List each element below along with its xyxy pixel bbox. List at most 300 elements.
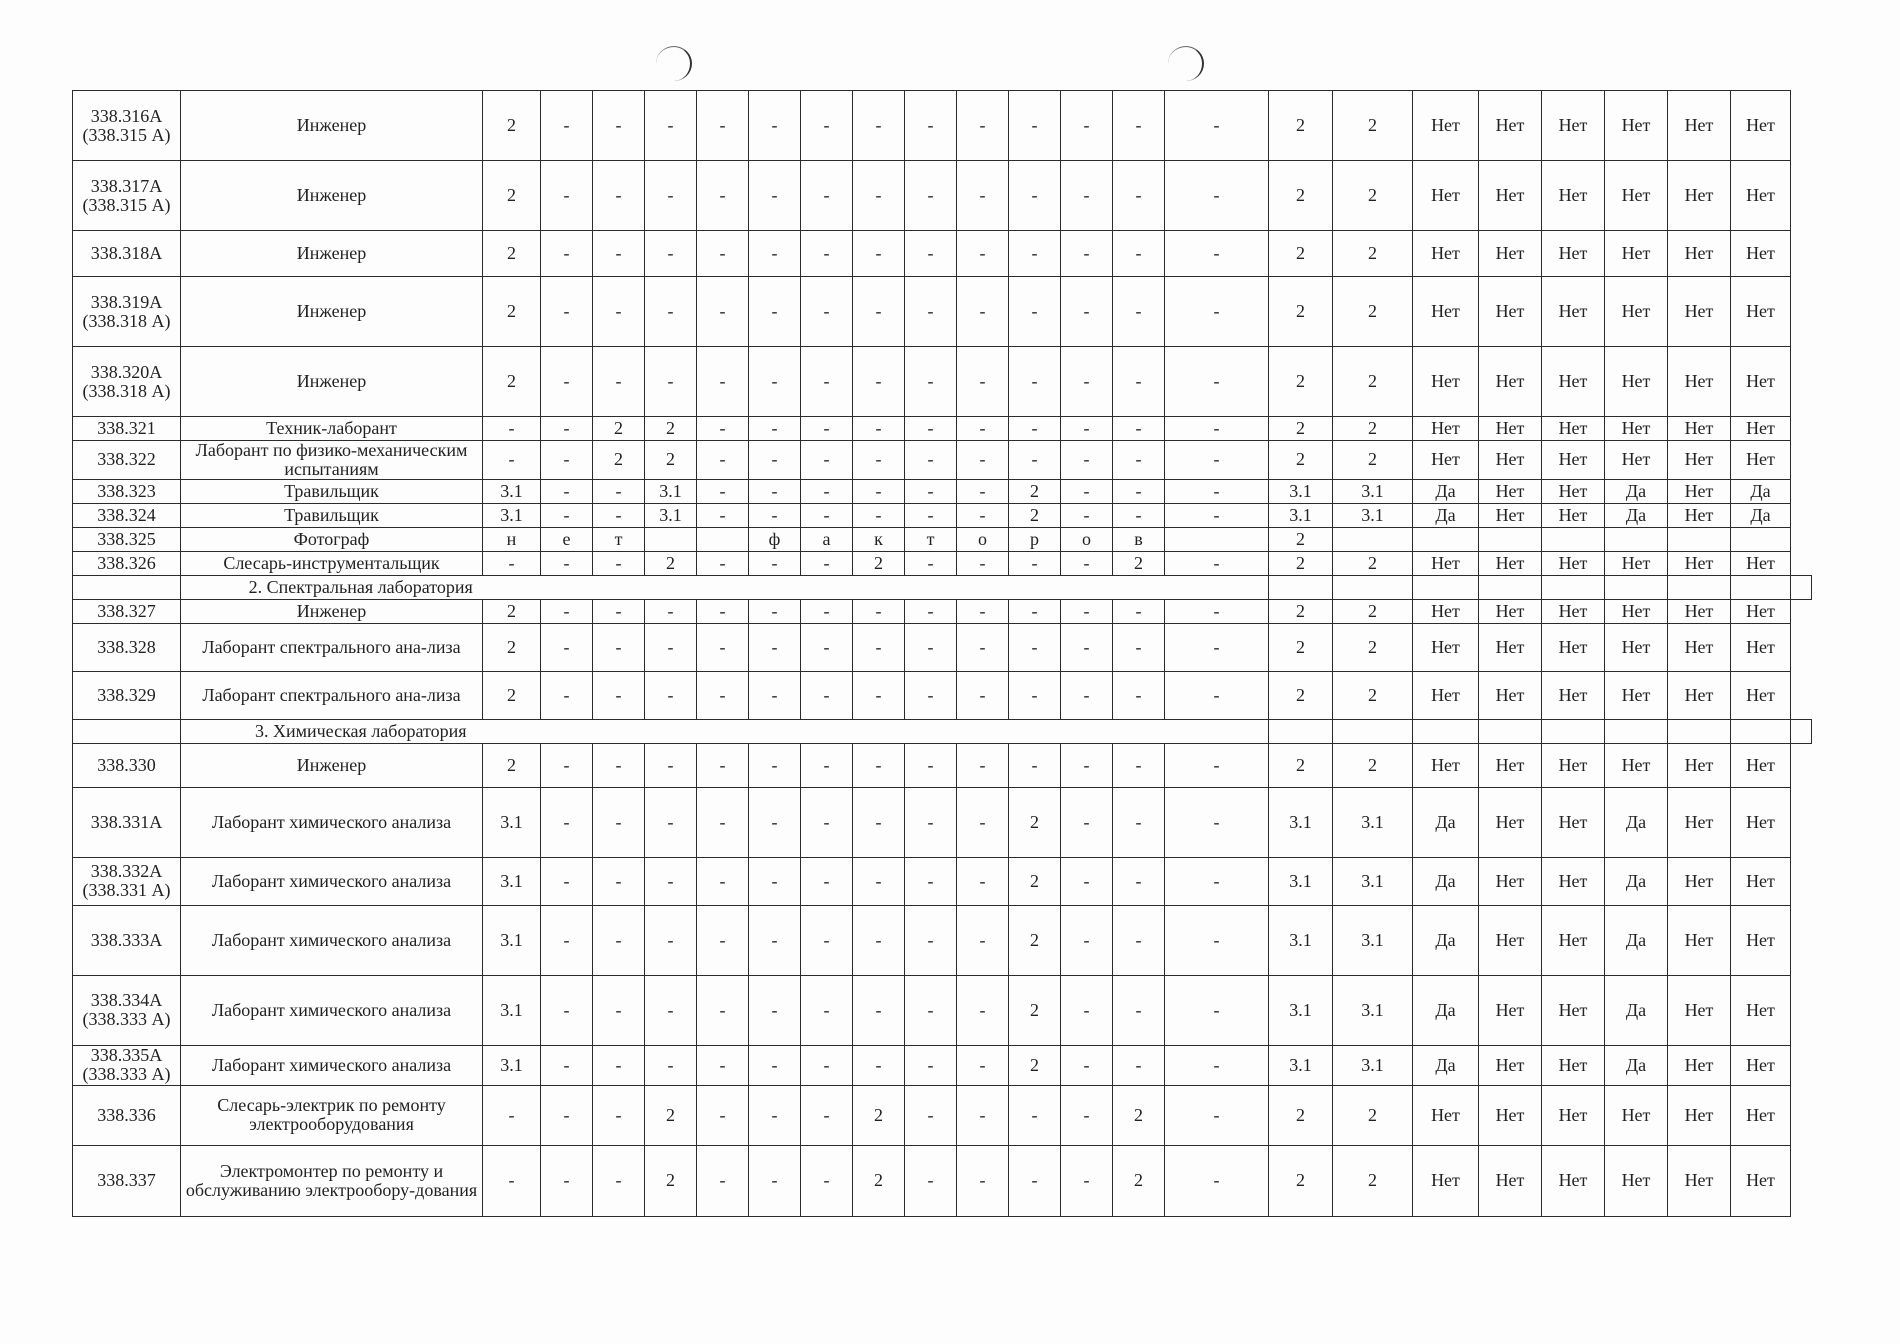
value-cell: Нет bbox=[1413, 599, 1479, 623]
value-cell: - bbox=[905, 905, 957, 975]
value-cell bbox=[1668, 719, 1731, 743]
value-cell bbox=[801, 575, 853, 599]
value-cell: - bbox=[541, 743, 593, 787]
section-row bbox=[73, 719, 1812, 743]
value-cell: - bbox=[1061, 1085, 1113, 1145]
value-cell: е bbox=[541, 527, 593, 551]
value-cell: 2 bbox=[1269, 623, 1333, 671]
value-cell bbox=[1479, 719, 1542, 743]
value-cell bbox=[593, 575, 645, 599]
value-cell: Нет bbox=[1731, 91, 1791, 161]
value-cell: - bbox=[645, 975, 697, 1045]
value-cell: Нет bbox=[1413, 623, 1479, 671]
value-cell bbox=[1731, 575, 1791, 599]
value-cell: 2 bbox=[1333, 231, 1413, 277]
value-cell: - bbox=[905, 231, 957, 277]
value-cell: 3.1 bbox=[483, 905, 541, 975]
value-cell: Нет bbox=[1479, 743, 1542, 787]
position-name-cell: Инженер bbox=[181, 347, 483, 417]
value-cell: Нет bbox=[1479, 91, 1542, 161]
value-cell: - bbox=[1165, 1145, 1269, 1216]
value-cell: Нет bbox=[1605, 441, 1668, 480]
value-cell: - bbox=[645, 231, 697, 277]
value-cell: - bbox=[1165, 743, 1269, 787]
position-name-cell: Лаборант химического анализа bbox=[181, 975, 483, 1045]
value-cell bbox=[957, 719, 1009, 743]
value-cell: 2 bbox=[645, 551, 697, 575]
value-cell: - bbox=[697, 671, 749, 719]
value-cell: - bbox=[1061, 441, 1113, 480]
value-cell: Нет bbox=[1668, 277, 1731, 347]
value-cell: - bbox=[905, 479, 957, 503]
table-row bbox=[73, 905, 1812, 975]
value-cell: - bbox=[697, 161, 749, 231]
code-cell: 338.335А (338.333 А) bbox=[73, 1045, 181, 1085]
value-cell: 3.1 bbox=[483, 857, 541, 905]
value-cell: - bbox=[1113, 417, 1165, 441]
value-cell: - bbox=[957, 857, 1009, 905]
value-cell: Нет bbox=[1731, 231, 1791, 277]
value-cell: - bbox=[957, 1085, 1009, 1145]
value-cell: 2 bbox=[1009, 503, 1061, 527]
value-cell: - bbox=[1009, 599, 1061, 623]
value-cell: 2 bbox=[483, 277, 541, 347]
value-cell: - bbox=[1061, 599, 1113, 623]
value-cell: - bbox=[853, 161, 905, 231]
value-cell: Нет bbox=[1479, 905, 1542, 975]
value-cell: - bbox=[1165, 599, 1269, 623]
punch-hole-mark bbox=[656, 46, 692, 81]
value-cell: - bbox=[1113, 231, 1165, 277]
table-row bbox=[73, 277, 1812, 347]
value-cell: - bbox=[1113, 503, 1165, 527]
value-cell: - bbox=[801, 91, 853, 161]
value-cell: - bbox=[1165, 623, 1269, 671]
value-cell: Да bbox=[1731, 503, 1791, 527]
value-cell: Нет bbox=[1542, 671, 1605, 719]
value-cell: Нет bbox=[1542, 277, 1605, 347]
position-name-cell: Слесарь-электрик по ремонту электрооборудования bbox=[181, 1085, 483, 1145]
table-row bbox=[73, 417, 1812, 441]
value-cell: - bbox=[541, 623, 593, 671]
value-cell: - bbox=[749, 1145, 801, 1216]
value-cell: - bbox=[1165, 503, 1269, 527]
value-cell: Нет bbox=[1542, 231, 1605, 277]
code-cell bbox=[73, 719, 181, 743]
value-cell: - bbox=[483, 417, 541, 441]
code-cell: 338.328 bbox=[73, 623, 181, 671]
code-cell: 338.330 bbox=[73, 743, 181, 787]
value-cell: - bbox=[905, 857, 957, 905]
value-cell: 2 bbox=[853, 551, 905, 575]
value-cell: Нет bbox=[1479, 441, 1542, 480]
section-title: 3. Химическая лаборатория bbox=[181, 719, 541, 743]
value-cell: - bbox=[593, 161, 645, 231]
code-cell: 338.322 bbox=[73, 441, 181, 480]
value-cell bbox=[697, 575, 749, 599]
value-cell: Нет bbox=[1542, 417, 1605, 441]
value-cell: 2 bbox=[1009, 857, 1061, 905]
value-cell: - bbox=[801, 503, 853, 527]
code-cell: 338.329 bbox=[73, 671, 181, 719]
value-cell bbox=[541, 575, 593, 599]
value-cell: Нет bbox=[1605, 347, 1668, 417]
value-cell: - bbox=[1113, 905, 1165, 975]
table-row bbox=[73, 1045, 1812, 1085]
code-cell: 338.324 bbox=[73, 503, 181, 527]
value-cell: - bbox=[1113, 787, 1165, 857]
code-cell: 338.317А (338.315 А) bbox=[73, 161, 181, 231]
value-cell: 2 bbox=[483, 231, 541, 277]
value-cell: 3.1 bbox=[1333, 857, 1413, 905]
value-cell: 2 bbox=[1333, 347, 1413, 417]
value-cell: 2 bbox=[593, 441, 645, 480]
position-name-cell: Травильщик bbox=[181, 503, 483, 527]
value-cell: Нет bbox=[1668, 231, 1731, 277]
value-cell: Нет bbox=[1413, 91, 1479, 161]
value-cell: а bbox=[801, 527, 853, 551]
value-cell bbox=[1269, 719, 1333, 743]
value-cell: 2 bbox=[1333, 599, 1413, 623]
value-cell: Да bbox=[1413, 1045, 1479, 1085]
value-cell: Нет bbox=[1479, 347, 1542, 417]
value-cell: - bbox=[957, 231, 1009, 277]
value-cell: - bbox=[905, 671, 957, 719]
value-cell: Да bbox=[1605, 857, 1668, 905]
value-cell: - bbox=[749, 1045, 801, 1085]
value-cell bbox=[853, 719, 905, 743]
value-cell bbox=[957, 575, 1009, 599]
value-cell: - bbox=[1165, 161, 1269, 231]
value-cell: - bbox=[801, 441, 853, 480]
value-cell: - bbox=[957, 975, 1009, 1045]
value-cell: - bbox=[1113, 743, 1165, 787]
code-cell: 338.326 bbox=[73, 551, 181, 575]
section-row bbox=[73, 575, 1812, 599]
value-cell: ф bbox=[749, 527, 801, 551]
value-cell: Нет bbox=[1542, 1045, 1605, 1085]
value-cell: Да bbox=[1413, 479, 1479, 503]
code-cell: 338.318А bbox=[73, 231, 181, 277]
value-cell: Нет bbox=[1731, 347, 1791, 417]
value-cell: Нет bbox=[1731, 671, 1791, 719]
value-cell: 2 bbox=[1269, 161, 1333, 231]
value-cell: - bbox=[1113, 975, 1165, 1045]
value-cell: Нет bbox=[1731, 599, 1791, 623]
value-cell: Нет bbox=[1605, 1145, 1668, 1216]
value-cell: Нет bbox=[1413, 551, 1479, 575]
code-cell: 338.320А (338.318 А) bbox=[73, 347, 181, 417]
value-cell: - bbox=[749, 161, 801, 231]
value-cell: Нет bbox=[1479, 1145, 1542, 1216]
value-cell: Нет bbox=[1479, 277, 1542, 347]
value-cell: - bbox=[697, 441, 749, 480]
code-cell: 338.323 bbox=[73, 479, 181, 503]
value-cell: - bbox=[853, 743, 905, 787]
value-cell: Нет bbox=[1542, 623, 1605, 671]
code-cell: 338.327 bbox=[73, 599, 181, 623]
value-cell: - bbox=[801, 599, 853, 623]
value-cell: - bbox=[853, 479, 905, 503]
value-cell: Да bbox=[1605, 905, 1668, 975]
value-cell: Да bbox=[1605, 975, 1668, 1045]
value-cell bbox=[1009, 575, 1061, 599]
value-cell: Да bbox=[1731, 479, 1791, 503]
position-name-cell: Электромонтер по ремонту и обслуживанию электрообору-дования bbox=[181, 1145, 483, 1216]
table-row bbox=[73, 479, 1812, 503]
value-cell: - bbox=[1165, 277, 1269, 347]
value-cell: - bbox=[749, 91, 801, 161]
value-cell: - bbox=[749, 277, 801, 347]
table-row bbox=[73, 857, 1812, 905]
value-cell: Да bbox=[1605, 1045, 1668, 1085]
value-cell bbox=[1413, 575, 1479, 599]
value-cell: 3.1 bbox=[1269, 857, 1333, 905]
value-cell: - bbox=[697, 347, 749, 417]
value-cell: - bbox=[593, 975, 645, 1045]
value-cell: - bbox=[697, 1145, 749, 1216]
value-cell: - bbox=[957, 161, 1009, 231]
value-cell: - bbox=[1009, 743, 1061, 787]
value-cell: 3.1 bbox=[645, 503, 697, 527]
value-cell: Нет bbox=[1731, 787, 1791, 857]
value-cell: - bbox=[483, 551, 541, 575]
value-cell: - bbox=[645, 743, 697, 787]
value-cell: - bbox=[593, 623, 645, 671]
value-cell: 2 bbox=[1333, 1085, 1413, 1145]
value-cell: 2 bbox=[483, 347, 541, 417]
value-cell: - bbox=[749, 623, 801, 671]
value-cell: - bbox=[749, 743, 801, 787]
position-name-cell: Лаборант химического анализа bbox=[181, 787, 483, 857]
value-cell: - bbox=[697, 743, 749, 787]
value-cell: - bbox=[1113, 599, 1165, 623]
code-cell: 338.333А bbox=[73, 905, 181, 975]
value-cell: Нет bbox=[1413, 441, 1479, 480]
value-cell: - bbox=[645, 623, 697, 671]
value-cell: - bbox=[541, 231, 593, 277]
table-row bbox=[73, 623, 1812, 671]
value-cell: Нет bbox=[1668, 623, 1731, 671]
value-cell: Нет bbox=[1542, 743, 1605, 787]
value-cell: Нет bbox=[1479, 857, 1542, 905]
value-cell: - bbox=[541, 551, 593, 575]
value-cell: Нет bbox=[1479, 231, 1542, 277]
value-cell: - bbox=[541, 671, 593, 719]
value-cell: - bbox=[749, 441, 801, 480]
value-cell: 3.1 bbox=[1269, 975, 1333, 1045]
value-cell: Нет bbox=[1731, 1145, 1791, 1216]
value-cell: о bbox=[1061, 527, 1113, 551]
value-cell: - bbox=[853, 787, 905, 857]
value-cell: 2 bbox=[1333, 743, 1413, 787]
value-cell: - bbox=[697, 91, 749, 161]
value-cell: Нет bbox=[1605, 1085, 1668, 1145]
value-cell: - bbox=[801, 1145, 853, 1216]
value-cell: Нет bbox=[1731, 975, 1791, 1045]
value-cell: - bbox=[801, 479, 853, 503]
value-cell: Нет bbox=[1731, 277, 1791, 347]
value-cell: - bbox=[905, 975, 957, 1045]
value-cell: 2 bbox=[1269, 441, 1333, 480]
value-cell: - bbox=[957, 347, 1009, 417]
value-cell: Нет bbox=[1542, 1145, 1605, 1216]
value-cell bbox=[1165, 575, 1269, 599]
value-cell: 2 bbox=[1269, 1085, 1333, 1145]
value-cell: Нет bbox=[1413, 161, 1479, 231]
value-cell: 2 bbox=[1333, 441, 1413, 480]
code-cell: 338.325 bbox=[73, 527, 181, 551]
value-cell: - bbox=[801, 623, 853, 671]
value-cell: 2 bbox=[1269, 599, 1333, 623]
value-cell: - bbox=[593, 743, 645, 787]
value-cell: - bbox=[801, 417, 853, 441]
value-cell: в bbox=[1113, 527, 1165, 551]
value-cell: - bbox=[697, 975, 749, 1045]
value-cell: 2 bbox=[1333, 1145, 1413, 1216]
value-cell: 3.1 bbox=[1333, 1045, 1413, 1085]
value-cell: - bbox=[645, 1045, 697, 1085]
position-name-cell: Лаборант спектрального ана-лиза bbox=[181, 671, 483, 719]
value-cell: Нет bbox=[1668, 551, 1731, 575]
value-cell: - bbox=[541, 1085, 593, 1145]
value-cell: 2 bbox=[483, 161, 541, 231]
value-cell: - bbox=[1009, 623, 1061, 671]
value-cell: - bbox=[483, 441, 541, 480]
value-cell: - bbox=[645, 671, 697, 719]
value-cell bbox=[1668, 575, 1731, 599]
value-cell: - bbox=[1165, 347, 1269, 417]
value-cell: - bbox=[801, 231, 853, 277]
value-cell bbox=[1542, 719, 1605, 743]
code-cell: 338.321 bbox=[73, 417, 181, 441]
value-cell: - bbox=[697, 787, 749, 857]
value-cell: - bbox=[593, 1045, 645, 1085]
table-body bbox=[73, 91, 1812, 1217]
value-cell: - bbox=[645, 277, 697, 347]
value-cell: - bbox=[1061, 231, 1113, 277]
assessment-table bbox=[72, 90, 1812, 1217]
value-cell: н bbox=[483, 527, 541, 551]
value-cell: Нет bbox=[1605, 671, 1668, 719]
punch-hole-mark bbox=[1168, 46, 1204, 81]
value-cell: Нет bbox=[1542, 441, 1605, 480]
value-cell: - bbox=[541, 599, 593, 623]
value-cell: - bbox=[957, 551, 1009, 575]
value-cell: - bbox=[749, 417, 801, 441]
value-cell bbox=[541, 719, 593, 743]
value-cell: Нет bbox=[1542, 787, 1605, 857]
value-cell: Нет bbox=[1413, 743, 1479, 787]
value-cell: - bbox=[853, 599, 905, 623]
value-cell: Нет bbox=[1731, 161, 1791, 231]
value-cell: - bbox=[541, 441, 593, 480]
position-name-cell: Техник-лаборант bbox=[181, 417, 483, 441]
value-cell: - bbox=[697, 1085, 749, 1145]
value-cell: Нет bbox=[1479, 1045, 1542, 1085]
value-cell bbox=[1791, 575, 1812, 599]
value-cell: - bbox=[749, 551, 801, 575]
value-cell bbox=[1113, 719, 1165, 743]
value-cell bbox=[1413, 527, 1479, 551]
value-cell: - bbox=[1009, 277, 1061, 347]
value-cell: - bbox=[1061, 277, 1113, 347]
value-cell: - bbox=[697, 277, 749, 347]
value-cell bbox=[1113, 575, 1165, 599]
value-cell: Нет bbox=[1413, 417, 1479, 441]
value-cell: - bbox=[1061, 857, 1113, 905]
code-cell: 338.331А bbox=[73, 787, 181, 857]
value-cell: Нет bbox=[1605, 623, 1668, 671]
value-cell: Нет bbox=[1731, 441, 1791, 480]
value-cell: Нет bbox=[1731, 1045, 1791, 1085]
value-cell: 2 bbox=[1269, 277, 1333, 347]
value-cell: - bbox=[1009, 1145, 1061, 1216]
value-cell: 2 bbox=[483, 623, 541, 671]
value-cell: - bbox=[801, 1085, 853, 1145]
table-row bbox=[73, 527, 1812, 551]
value-cell: Нет bbox=[1605, 417, 1668, 441]
value-cell: Нет bbox=[1668, 905, 1731, 975]
table-row bbox=[73, 91, 1812, 161]
value-cell: - bbox=[541, 347, 593, 417]
value-cell: - bbox=[853, 441, 905, 480]
value-cell: - bbox=[1061, 417, 1113, 441]
value-cell: Нет bbox=[1413, 347, 1479, 417]
value-cell: 2 bbox=[1009, 905, 1061, 975]
value-cell: - bbox=[593, 787, 645, 857]
value-cell bbox=[1333, 719, 1413, 743]
value-cell: - bbox=[749, 599, 801, 623]
value-cell: - bbox=[1009, 231, 1061, 277]
value-cell: - bbox=[593, 857, 645, 905]
value-cell: 3.1 bbox=[1333, 479, 1413, 503]
value-cell: - bbox=[749, 975, 801, 1045]
position-name-cell: Инженер bbox=[181, 277, 483, 347]
code-cell: 338.336 bbox=[73, 1085, 181, 1145]
value-cell: Да bbox=[1605, 503, 1668, 527]
code-cell: 338.319А (338.318 А) bbox=[73, 277, 181, 347]
value-cell: 2 bbox=[593, 417, 645, 441]
value-cell: 2 bbox=[1269, 91, 1333, 161]
value-cell: - bbox=[645, 787, 697, 857]
value-cell: Нет bbox=[1731, 857, 1791, 905]
value-cell bbox=[1668, 527, 1731, 551]
value-cell: - bbox=[541, 905, 593, 975]
value-cell: 2 bbox=[1009, 787, 1061, 857]
value-cell: - bbox=[541, 1045, 593, 1085]
table-row bbox=[73, 787, 1812, 857]
value-cell bbox=[853, 575, 905, 599]
value-cell bbox=[1791, 719, 1812, 743]
value-cell: Нет bbox=[1668, 91, 1731, 161]
value-cell: 3.1 bbox=[1333, 503, 1413, 527]
code-cell: 338.337 bbox=[73, 1145, 181, 1216]
value-cell: 3.1 bbox=[483, 975, 541, 1045]
value-cell: - bbox=[1113, 857, 1165, 905]
value-cell: 3.1 bbox=[1269, 787, 1333, 857]
value-cell: 2 bbox=[1333, 417, 1413, 441]
value-cell: Нет bbox=[1668, 975, 1731, 1045]
value-cell: - bbox=[1009, 671, 1061, 719]
value-cell bbox=[1061, 719, 1113, 743]
value-cell: - bbox=[593, 905, 645, 975]
value-cell: - bbox=[1113, 479, 1165, 503]
value-cell bbox=[1165, 719, 1269, 743]
value-cell: - bbox=[1061, 1145, 1113, 1216]
value-cell: Да bbox=[1413, 905, 1479, 975]
value-cell: Нет bbox=[1668, 417, 1731, 441]
